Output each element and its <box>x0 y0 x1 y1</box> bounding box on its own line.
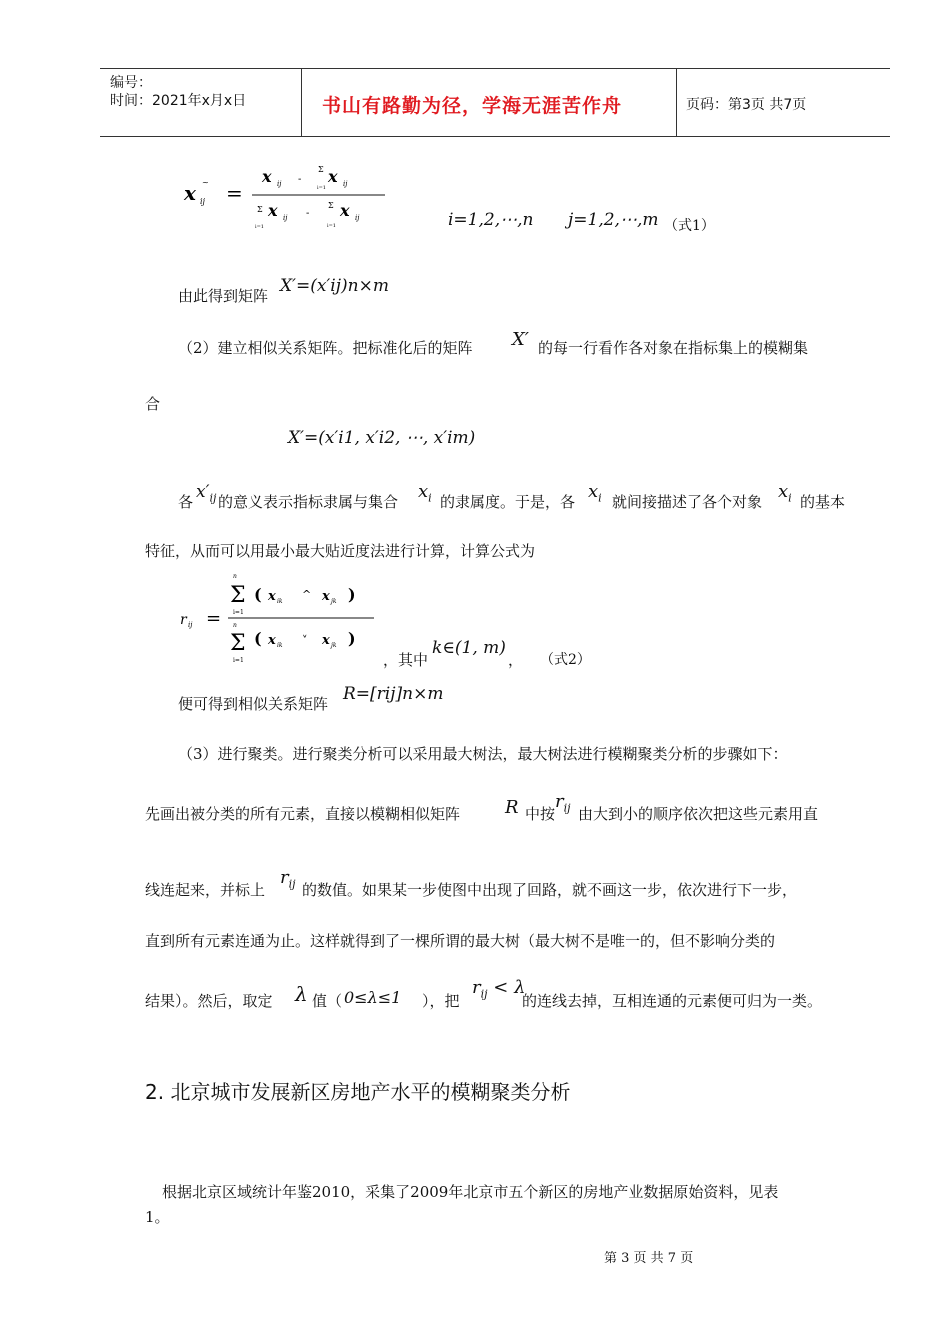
svg-text:x: x <box>268 633 276 648</box>
svg-text:x: x <box>262 167 272 186</box>
page-footer: 第 3 页 共 7 页 <box>604 1251 694 1266</box>
step2-line1: （2）建立相似关系矩阵。把标准化后的矩阵 <box>178 339 473 357</box>
meaning-d: 就间接描述了各个对象 <box>612 493 763 511</box>
formula-2-comma: ， <box>508 651 524 669</box>
svg-text:i=1: i=1 <box>255 224 264 230</box>
fuzzy-set-expr: X′=(x′i1, x′i2, ⋯, x′im) <box>288 428 476 448</box>
step3-rij-symbol-1: $r_{ij}$ <box>555 791 571 815</box>
similarity-matrix-text: 便可得到相似关系矩阵 <box>178 695 329 713</box>
svg-text:=: = <box>226 181 243 205</box>
svg-text:Σ: Σ <box>328 201 334 210</box>
formula-1-range-i: i=1,2,⋯,n <box>448 210 534 230</box>
svg-text:^: ^ <box>302 588 312 601</box>
step3-line5a: 结果）。然后，取定 <box>145 992 273 1010</box>
section-para-line1: 根据北京区域统计年鉴2010，采集了2009年北京市五个新区的房地产业数据原始资料，见表 <box>162 1183 779 1201</box>
svg-text:n: n <box>233 622 237 629</box>
svg-text:(: ( <box>254 629 262 648</box>
formula-2-label: （式2） <box>540 652 591 668</box>
header-page-code: 页码：第3页 共7页 <box>686 97 807 113</box>
svg-text:Σ: Σ <box>318 165 324 174</box>
svg-text:i=1: i=1 <box>327 223 336 229</box>
step3-line5e: 的连线去掉，互相连通的元素便可归为一类。 <box>522 992 823 1010</box>
svg-text:ij: ij <box>188 621 193 629</box>
svg-text:x: x <box>340 201 350 220</box>
matrix-result-text: 由此得到矩阵 <box>178 287 269 305</box>
svg-text:x: x <box>268 589 276 604</box>
svg-text:Σ: Σ <box>230 583 246 608</box>
svg-text:=: = <box>206 608 222 629</box>
svg-text:ij: ij <box>200 197 206 206</box>
step2-matrix-symbol: X′ <box>512 329 529 350</box>
svg-text:ij: ij <box>277 180 282 188</box>
header-motto: 书山有路勤为径，学海无涯苦作舟 <box>322 95 623 117</box>
meaning-xij: $x'_{ij}$ <box>196 482 217 505</box>
svg-text:x: x <box>322 633 330 648</box>
svg-text:(: ( <box>254 585 262 604</box>
svg-text:r: r <box>180 612 187 628</box>
svg-text:-: - <box>298 174 302 185</box>
step3-line1: （3）进行聚类。进行聚类分析可以采用最大树法，最大树法进行模糊聚类分析的步骤如下： <box>178 745 788 763</box>
svg-text:jk: jk <box>331 642 337 649</box>
step3-line2c: 由大到小的顺序依次把这些元素用直 <box>578 805 819 823</box>
svg-text:x: x <box>268 201 278 220</box>
feature-line: 特征，从而可以用最小最大贴近度法进行计算，计算公式为 <box>145 542 536 560</box>
svg-text:i=1: i=1 <box>233 657 244 664</box>
meaning-a: 各 <box>178 493 194 511</box>
lambda-symbol: λ <box>295 982 308 1006</box>
header-bottom-rule <box>100 136 890 137</box>
header-divider-right <box>676 68 677 136</box>
svg-text:Σ: Σ <box>257 205 263 214</box>
svg-text:ik: ik <box>277 598 283 605</box>
meaning-c: 的隶属度。于是，各 <box>440 493 576 511</box>
svg-text:): ) <box>348 629 356 648</box>
svg-text:i=1: i=1 <box>233 609 244 616</box>
formula-2-where: ，其中 <box>383 651 429 669</box>
step3-line2b: 中按 <box>525 805 556 823</box>
meaning-b: 的意义表示指标隶属与集合 <box>218 493 399 511</box>
formula-1-range-j: j=1,2,⋯,m <box>568 210 659 230</box>
svg-text:x: x <box>328 167 338 186</box>
header-number-label: 编号： <box>110 75 152 91</box>
svg-text:ij: ij <box>355 214 360 222</box>
step3-R-symbol: R <box>505 797 519 818</box>
step3-line3b: 的数值。如果某一步使图中出现了回路，就不画这一步，依次进行下一步， <box>302 881 798 899</box>
header-time-label: 时间：2021年x月x日 <box>110 93 247 109</box>
svg-text:x: x <box>322 589 330 604</box>
meaning-xi-1: $x_i$ <box>418 481 432 505</box>
svg-text:n: n <box>233 573 237 580</box>
formula-1-label: （式1） <box>664 218 715 234</box>
matrix-result-expr: X′=(x′ij)n×m <box>280 276 389 296</box>
section-heading: 2. 北京城市发展新区房地产水平的模糊聚类分析 <box>145 1080 571 1104</box>
svg-text:ij: ij <box>343 180 348 188</box>
formula-1-lhs: x <box>184 181 196 205</box>
step3-line4: 直到所有元素连通为止。这样就得到了一棵所谓的最大树（最大树不是唯一的，但不影响分类的 <box>145 932 776 950</box>
formula-1 <box>180 160 410 235</box>
lambda-range: 0≤λ≤1 <box>344 988 402 1007</box>
meaning-e: 的基本 <box>800 493 846 511</box>
header-top-rule <box>100 68 890 69</box>
similarity-matrix-expr: R=[rij]n×m <box>343 684 444 704</box>
svg-text:i=1: i=1 <box>317 185 326 191</box>
step2-line2: 合 <box>145 395 161 413</box>
svg-text:˅: ˅ <box>302 634 308 647</box>
step3-line5d: ），把 <box>422 992 460 1010</box>
formula-2-k-range: k∈(1, m) <box>432 638 506 658</box>
svg-text:ij: ij <box>283 214 288 222</box>
section-para-line2: 1。 <box>145 1208 170 1226</box>
header-divider-left <box>301 68 302 136</box>
svg-text:ik: ik <box>277 642 283 649</box>
svg-text:~: ~ <box>202 178 209 187</box>
step2-line1-tail: 的每一行看作各对象在指标集上的模糊集 <box>538 339 809 357</box>
meaning-xi-2: $x_i$ <box>588 481 602 505</box>
svg-text:-: - <box>306 208 310 219</box>
step3-line5b: 值（ <box>312 992 343 1010</box>
formula-2 <box>178 572 388 668</box>
step3-line2a: 先画出被分类的所有元素，直接以模糊相似矩阵 <box>145 805 461 823</box>
step3-line3a: 线连起来，并标上 <box>145 881 266 899</box>
meaning-xi-3: $x_i$ <box>778 481 792 505</box>
rij-less-lambda: $r_{ij} < \lambda$ <box>472 977 526 1001</box>
svg-text:jk: jk <box>331 598 337 605</box>
svg-text:): ) <box>348 585 356 604</box>
step3-rij-symbol-2: $r_{ij}$ <box>280 867 296 891</box>
svg-text:Σ: Σ <box>230 631 246 656</box>
